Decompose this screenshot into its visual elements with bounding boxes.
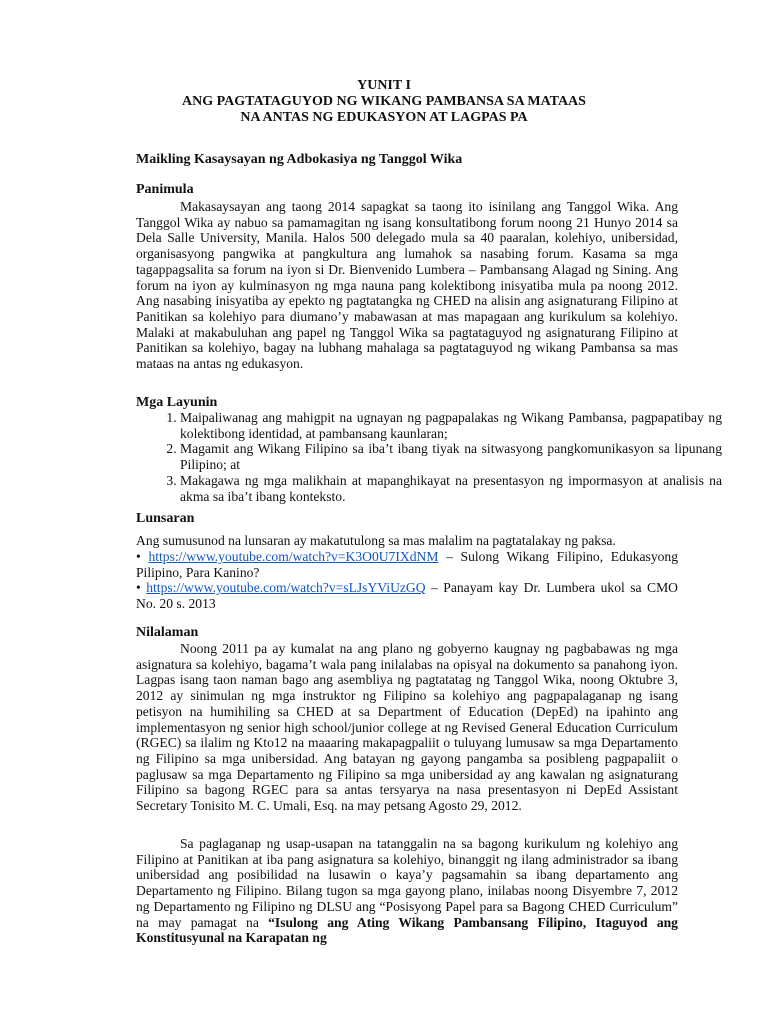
objective-item: 3. Makagawa ng mga malikhain at mapanghikayat na presentasyon ng impormasyon at analisis na akma sa iba’t ibang konteksto. [180, 473, 722, 504]
panimula-text: Makasaysayan ang taong 2014 sapagkat sa taong ito isinilang ang Tanggol Wika. Ang Tanggol Wika ay nabuo sa pamamagitan ng isang konsultatibong forum noong 21 Hunyo 2014 sa Dela Salle University, Manila. Halos 500 delegado mula sa 40 paaralan, kolehiyo, unibersidad, organisasyong pangwika at pangkultura ang lumahok sa nasabing forum. Kasama sa mga tagappagsalita sa forum na iyon si Dr. Bienvenido Lumbera – Pambansang Alagad ng Sining. Ang forum na iyon ay kulminasyon ng mga nauna pang kolektibong inisyatiba mula pa noong 2012. Ang nasabing inisyatiba ay epekto ng pagtatangka ng CHED na alisin ang asignaturang Filipino at Panitikan sa kolehiyo para diumano’y mabawasan at mas mapagaan ang kurikulum sa kolehiyo. Malaki at makabuluhan ang papel ng Tanggol Wika sa pagtataguyod ng asignaturang Filipino at Panitikan sa kolehiyo, bagay na lubhang mahalaga sa pagtataguyod ng wikang Pambansa sa mas mataas na antas ng edukasyon. [136, 199, 678, 372]
lunsaran-heading: Lunsaran [136, 511, 195, 526]
bullet: • [136, 580, 141, 595]
nilalaman-paragraph-2 [136, 836, 678, 946]
lunsaran-link-item-2 [136, 580, 678, 611]
nilalaman-text-2: Sa paglaganap ng usap-usapan na tatanggalin na sa bagong kurikulum ng kolehiyo ang Filipino at Panitikan at iba pang asignatura sa kolehiyo, binanggit ng ilang administrador sa ibang unibersidad ang posibilidad na lusawin o kaya’y pagsamahin sa ibang departamento ang Departamento ng Filipino. Bilang tugon sa mga gayong plano, inilabas noong Disyembre 7, 2012 ng Departamento ng Filipino ng DLSU ang “Posisyong Papel para sa Bagong CHED Curriculum” na may pamagat na [136, 836, 678, 930]
layunin-heading: Mga Layunin [136, 395, 218, 410]
bullet: • [136, 549, 141, 564]
objective-item: 2. Magamit ang Wikang Filipino sa iba’t ibang tiyak na sitwasyong pangkomunikasyon sa lipunang Pilipino; at [180, 441, 722, 472]
youtube-link-1[interactable]: https://www.youtube.com/watch?v=K3O0U7IXdNM [148, 549, 439, 564]
lunsaran-intro: Ang sumusunod na lunsaran ay makatutulong sa mas malalim na pagtatalakay ng paksa. [136, 533, 616, 548]
link-description-2: – Panayam kay Dr. Lumbera ukol sa CMO No. 20 s. 2013 [136, 580, 678, 611]
youtube-link-2[interactable]: https://www.youtube.com/watch?v=sLJsYViUzGQ [146, 580, 426, 595]
title-line-2: NA ANTAS NG EDUKASYON AT LAGPAS PA [240, 110, 528, 125]
section-title: Maikling Kasaysayan ng Adbokasiya ng Tanggol Wika [136, 152, 463, 167]
link-description-1: – Sulong Wikang Filipino, Edukasyong Pilipino, Para Kanino? [136, 549, 679, 580]
nilalaman-paragraph-1 [136, 641, 678, 814]
lunsaran-link-item-1 [136, 549, 678, 580]
position-paper-title: “Isulong ang Ating Wikang Pambansang Filipino, Itaguyod ang Konstitusyunal na Karapatan ng [136, 914, 678, 946]
title-line-1: ANG PAGTATAGUYOD NG WIKANG PAMBANSA SA MATAAS [182, 94, 586, 109]
unit-label: YUNIT I [357, 78, 411, 93]
nilalaman-text-1: Noong 2011 pa ay kumalat na ang plano ng gobyerno kaugnay ng pagbabawas ng mga asignatura sa kolehiyo, bagama’t wala pang inilalabas na opisyal na dokumento sa panahong iyon. Lagpas isang taon naman bago ang asembliya ng pagtatatag ng Tanggol Wika, noong Oktubre 3, 2012 ay sinimulan ng mga instruktor ng Filipino sa kolehiyo ang pagpapalaganap ng isang petisyon na humihiling sa CHED at sa Department of Education (DepEd) na ipahinto ang implementasyon ng senior high school/junior college at ng Revised General Education Curriculum (RGEC) sa ilalim ng Kto12 na maaaring makapagpaliit o tuluyang lumusaw sa mga Departamento ng Filipino sa mga unibersidad. Ang batayan ng gayong pangamba sa posibleng pagpapaliit o paglusaw sa mga Departamento ng Filipino sa mga unibersidad ay ang kawalan ng asignaturang Filipino sa bagong RGEC para sa antas tersyarya na nasa presentasyon ni DepEd Assistant Secretary Tonisito M. C. Umali, Esq. na may petsang Agosto 29, 2012. [136, 641, 678, 814]
objective-item: 1. Maipaliwanag ang mahigpit na ugnayan ng pagpapalakas ng Wikang Pambansa, pagpapatibay ng kolektibong identidad, at pambansang kaunlaran; [180, 410, 722, 441]
panimula-paragraph [136, 199, 678, 372]
panimula-heading: Panimula [136, 182, 194, 197]
objectives-list [136, 410, 722, 504]
nilalaman-heading: Nilalaman [136, 625, 199, 640]
